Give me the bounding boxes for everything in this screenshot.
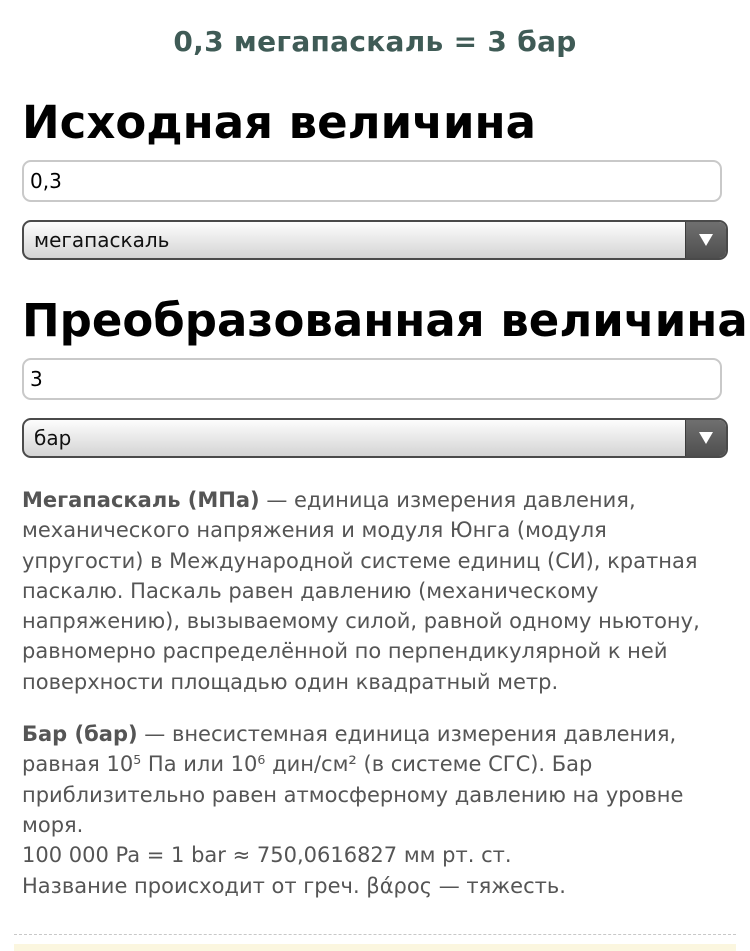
target-unit-dropdown-button[interactable] xyxy=(685,420,726,456)
chevron-down-icon xyxy=(699,432,713,444)
bar-text-a: — внесистемная единица измерения давления, равная 10 xyxy=(22,722,677,777)
source-heading: Исходная величина xyxy=(22,96,537,149)
source-value-input[interactable] xyxy=(22,160,722,202)
bar-term: Бар (бар) xyxy=(22,722,138,747)
megapascal-term: Мегапаскаль (МПа) xyxy=(22,488,260,512)
bar-sup-a: 5 xyxy=(133,752,142,768)
chevron-down-icon xyxy=(699,234,713,246)
bar-text-c: дин/см² (в системе СГС). Бар приблизительно равен атмосферному давлению на уровне моря. xyxy=(22,752,684,837)
bar-sup-b: 6 xyxy=(257,752,266,768)
megapascal-description xyxy=(22,485,728,697)
bar-equivalence-line: 100 000 Pa = 1 bar ≈ 750,0616827 мм рт. ст. xyxy=(22,843,512,868)
bottom-bar xyxy=(14,944,736,951)
target-value-input[interactable] xyxy=(22,358,722,400)
bar-text-b: Па или 10 xyxy=(141,752,258,777)
bar-etymology-line: Название происходит от греч. βάρος — тяжесть. xyxy=(22,873,566,898)
source-unit-select[interactable] xyxy=(22,220,728,260)
target-heading: Преобразованная величина xyxy=(22,294,748,347)
result-title: 0,3 мегапаскаль = 3 бар xyxy=(173,25,577,58)
target-unit-select[interactable] xyxy=(22,418,728,458)
source-unit-label: мегапаскаль xyxy=(34,228,170,252)
target-unit-label: бар xyxy=(34,426,72,450)
bar-description xyxy=(22,719,728,901)
megapascal-text: — единица измерения давления, механического напряжения и модуля Юнга (модуля упругости) в Международной системе единиц (СИ), кратная паскалю. Паскаль равен давлению (механическому напряжению), вызываемому силой, равной одному ньютону, равномерно распределённой по перпендикулярной к ней поверхности площадью один квадратный метр. xyxy=(22,488,700,694)
source-unit-dropdown-button[interactable] xyxy=(685,222,726,258)
divider xyxy=(14,934,736,935)
